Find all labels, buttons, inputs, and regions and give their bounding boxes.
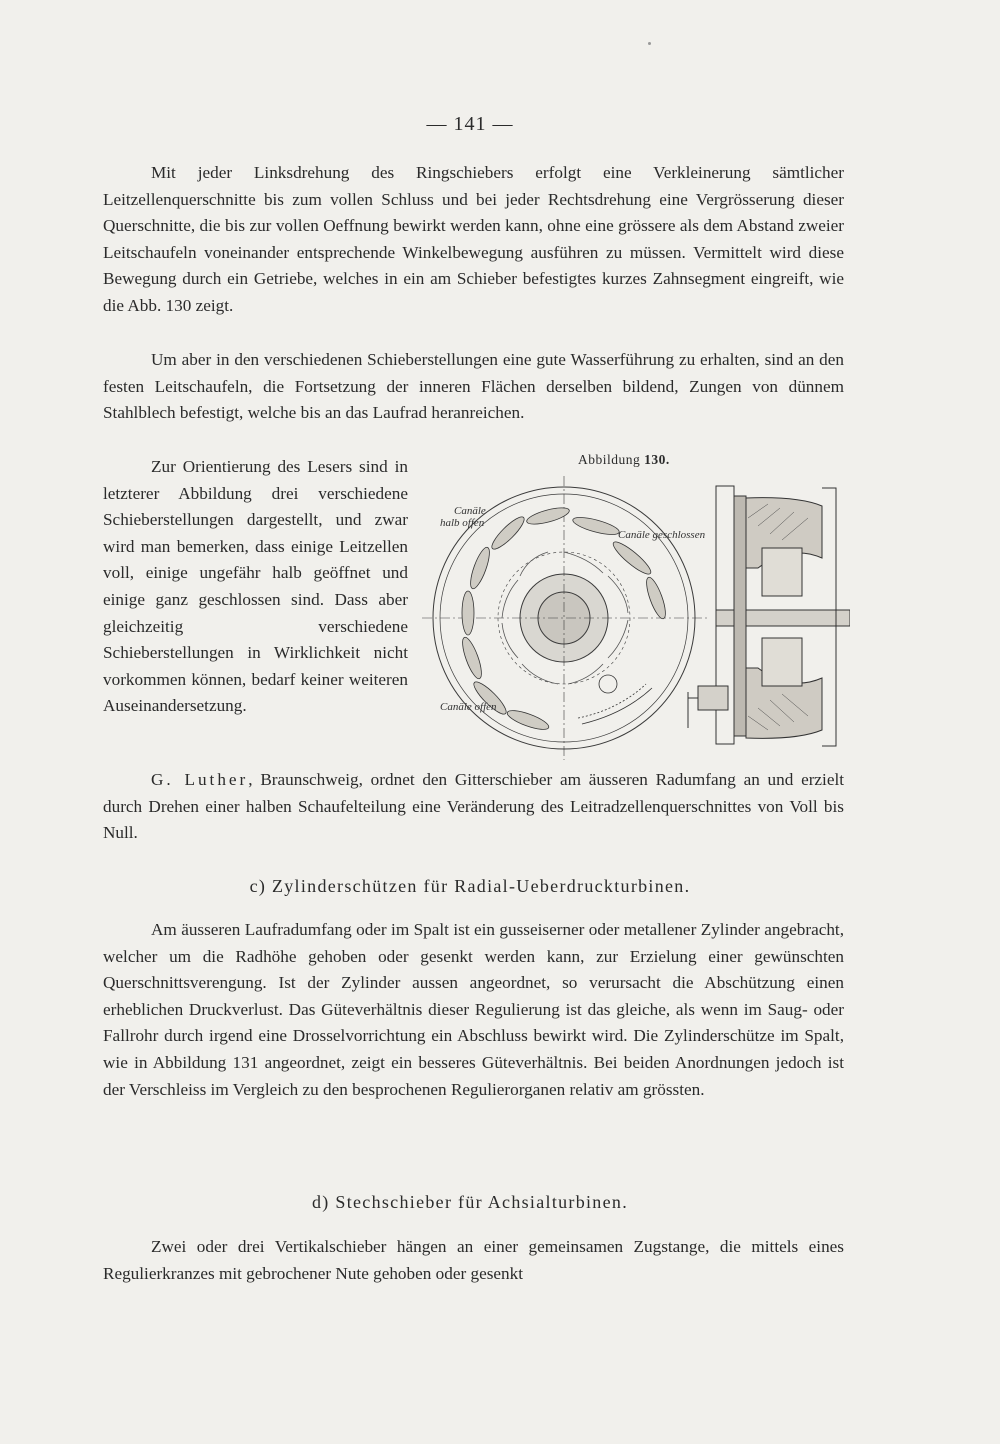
shaft <box>538 592 590 644</box>
figure-130 <box>418 448 850 760</box>
section-view <box>688 486 850 746</box>
heading-zylinderschuetzen: c) Zylinderschützen für Radial-Ueberdruckturbinen. <box>249 876 691 896</box>
label-halb-offen-1: Canäle <box>454 505 486 517</box>
paragraph-wasserfuehrung: Um aber in den verschiedenen Schieberstellungen eine gute Wasserführung zu erhalten, sind an den festen Leitschaufeln, die Fortsetzung der inneren Flächen derselben bildend, Zungen von dünnem Stahlblech befestigt, welche bis an das Laufrad heranreichen. <box>103 350 844 423</box>
paragraph-luther-text: , Braunschweig, ordnet den Gitterschieber am äusseren Radumfang an und erzielt durch Drehen einer halben Schaufelteilung eine Veränderung des Leitradzellenquerschnittes von Voll bis Null. <box>103 770 845 843</box>
paragraph-zylinder: Am äusseren Laufradumfang oder im Spalt ist ein gusseiserner oder metallener Zylinder angebracht, welcher um die Radhöhe gehoben oder gesenkt werden kann, zur Erzielung einer gewünschten Querschnittsverengung. Ist der Zylinder aussen angeordnet, so verursacht die Abschützung einen erheblichen Druckverlust. Das Güteverhältnis dieser Regulierung ist das gleiche, als wenn im Saug- oder Fallrohr durch irgend eine Drosselvorrichtung ein Abschluss bewirkt wird. Die Zylinderschütze im Spalt, wie in Abbildung 131 angeordnet, zeigt ein besseres Güteverhältnis. Bei beiden Anordnungen jedoch ist der Verschleiss im Vergleich zu den besprochenen Regulierorganen relativ am grössten. <box>103 920 844 1099</box>
figure-caption-number: 130. <box>644 452 670 467</box>
heading-stechschieber: d) Stechschieber für Achsialturbinen. <box>311 1192 629 1212</box>
paragraph-ringschieber: Mit jeder Linksdrehung des Ringschiebers erfolgt eine Verkleinerung sämtlicher Leitzellenquerschnitte bis zum vollen Schluss und bei jeder Rechtsdrehung eine Vergrösserung dieser Querschnitte, die bis zur vollen Oeffnung bewirkt werden kann, ohne eine grössere als dem Abstand zweier Leitschaufeln voneinander entsprechende Winkelbewegung ausführen zu müssen. Vermittelt wird diese Bewegung durch ein Getriebe, welches in ein am Schieber befestigtes kurzes Zahnsegment eingreift, wie die Abb. 130 zeigt. <box>103 163 844 315</box>
label-offen: Canäle offen <box>440 701 497 713</box>
label-halb-offen-2: halb offen <box>440 517 485 529</box>
paragraph-orientierung: Zur Orientierung des Lesers sind in letzterer Abbildung drei verschiedene Schieberstellungen dargestellt, und zwar wird man bemerken, dass einige Leitzellen voll, einige ungefähr halb geöffnet und einige ganz geschlossen sind. Dass aber gleichzeitig verschiedene Schieberstellungen in Wirklichkeit nicht vorkommen können, bedarf keiner weiteren Auseinandersetzung. <box>103 457 408 716</box>
page-number: — 141 — <box>426 113 514 135</box>
label-geschlossen: Canäle geschlossen <box>618 529 706 541</box>
turbine-drawing <box>418 448 850 760</box>
author-name: G. Luther <box>151 770 249 789</box>
speck <box>648 42 651 45</box>
paragraph-vertikalschieber: Zwei oder drei Vertikalschieber hängen an einer gemeinsamen Zugstange, die mittels eines Regulierkranzes mit gebrochener Nute gehoben oder gesenkt <box>103 1237 844 1283</box>
figure-caption-prefix: Abbildung <box>578 452 641 467</box>
gear-segment <box>578 675 652 724</box>
paragraph-luther <box>103 767 844 847</box>
